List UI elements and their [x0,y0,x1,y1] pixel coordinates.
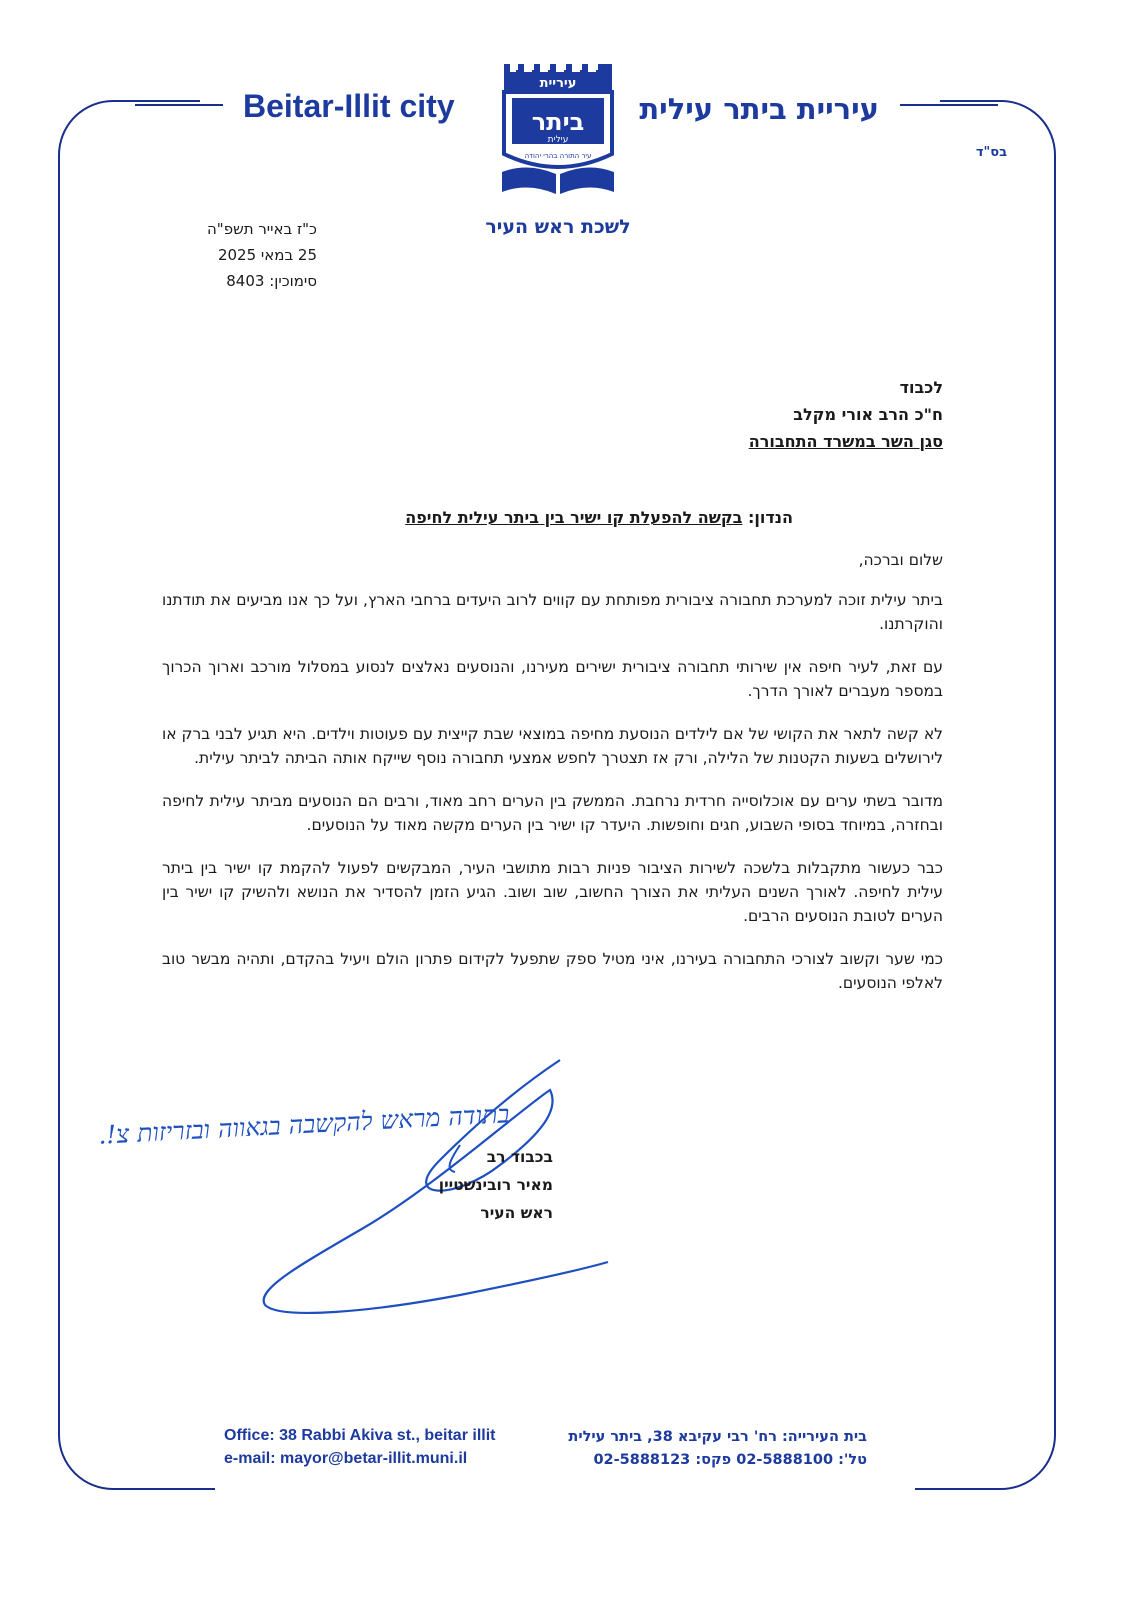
hebrew-date: כ"ז באייר תשפ"ה [207,220,317,238]
salutation: לכבוד [899,378,943,397]
svg-text:עיר התורה בהרי יהודה: עיר התורה בהרי יהודה [524,152,592,160]
header-rule-left [135,104,223,106]
svg-text:עילית: עילית [547,135,569,145]
bsd-mark: בס"ד [975,145,1007,160]
signature-block [439,1143,553,1227]
gregorian-date: 25 במאי 2025 [217,246,317,264]
mayor-office-label: לשכת ראש העיר [485,216,631,238]
city-emblem-icon [498,62,618,200]
subject-line [150,508,793,527]
paragraph: עם זאת, לעיר חיפה אין שירותי תחבורה ציבורית ישירים מעירנו, והנוסעים נאלצים לנסוע במסלול מורכב וארוך הכרוך במספר מעברים לאורך הדרך. [162,658,943,700]
signer-title: ראש העיר [480,1204,553,1222]
letter-body [162,548,943,1014]
svg-text:עיריית: עיריית [539,76,577,91]
signature-scribble-icon [250,1050,610,1325]
footer-office-address: Office: 38 Rabbi Akiva st., beitar illit [224,1427,496,1444]
city-name-hebrew: עיריית ביתר עילית [639,92,879,126]
subject-text: בקשה להפעלת קו ישיר בין ביתר עילית לחיפה [405,508,743,527]
signer-name: מאיר רובינשטיין [438,1176,553,1194]
date-block [207,216,317,294]
footer-email: e-mail: mayor@betar-illit.muni.il [224,1450,468,1467]
handwritten-note: בתודה מראש להקשבה בגאווה ובזריזות צ!. [97,1099,511,1150]
subject-label: הנדון: [747,508,793,527]
paragraph: כבר כעשור מתקבלות בלשכה לשירות הציבור פניות רבות מתושבי העיר, המבקשים לפעול להקמת קו ישיר בין ביתר עילית לחיפה. לאורך השנים העליתי את הצורך החשוב, שוב ושוב. הגיע הזמן להסדיר את הנושא ולהשיק קו ישיר בין הערים לטובת הנוסעים הרבים. [162,859,943,925]
addressee-title: סגן השר במשרד התחבורה [748,432,943,451]
greeting: שלום וברכה, [858,551,943,569]
paragraph: כמי שער וקשוב לצורכי התחבורה בעירנו, איני מטיל ספק שתפעל לקידום פתרון הולם ויעיל בהקדם, ותהיה מבשר טוב לאלפי הנוסעים. [162,950,943,992]
svg-text:ביתר: ביתר [531,108,585,136]
paragraph: מדובר בשתי ערים עם אוכלוסייה חרדית נרחבת. הממשק בין הערים רחב מאוד, ורבים הם הנוסעים מביתר עילית לחיפה ובחזרה, במיוחד בסופי השבוע, חגים וחופשות. היעדר קו ישיר בין הערים מקשה מאוד על הנוסעים. [162,792,943,834]
footer-office-address-hebrew: בית העירייה: רח' רבי עקיבא 38, ביתר עילית [568,1429,867,1445]
addressee-block [749,374,943,455]
footer-english [224,1424,495,1470]
addressee-name: ח"כ הרב אורי מקלב [793,405,943,424]
paragraph: לא קשה לתאר את הקושי של אם לילדים הנוסעת מחיפה במוצאי שבת קייצית עם פעוטות וילדים. היא תגיע לבני ברק או לירושלים בשעות הקטנות של הלילה, ורק אז תצטרך לחפש אמצעי תחבורה נוסף שייקח אותה הביתה לביתר עילית. [162,725,943,767]
closing: בכבוד רב [486,1148,553,1166]
reference-number: סימוכין: 8403 [226,272,317,290]
header-rule-right [900,104,998,106]
footer-hebrew [568,1426,867,1472]
city-name-english: Beitar-Illit city [243,88,455,124]
footer-phones: טל': 02-5888100 פקס: 02-5888123 [593,1452,867,1468]
paragraph: ביתר עילית זוכה למערכת תחבורה ציבורית מפותחת עם קווים לרוב היעדים ברחבי הארץ, ועל כך אנו מביעים את תודתנו והוקרתנו. [162,591,943,633]
